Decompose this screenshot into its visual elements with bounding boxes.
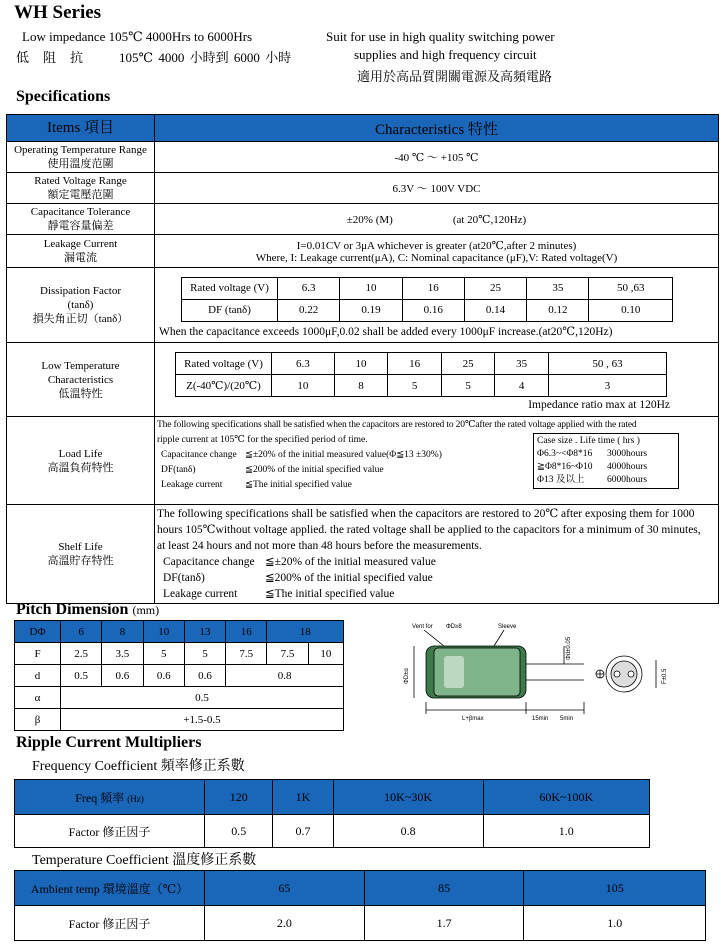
lt-voltage: 35 (495, 353, 549, 375)
df-cell: 0.10 (589, 299, 673, 321)
pitch-heading: Pitch Dimension (mm) (16, 601, 160, 618)
d-cell: 0.5 (61, 665, 102, 687)
freq-factor: 0.5 (205, 815, 273, 848)
pitch-table (14, 620, 344, 731)
freq-factor: 1.0 (483, 815, 649, 848)
leakage-value: I=0.01CV or 3μA whichever is greater (at20℃,after 2 minutes) Where, I: Leakage current(μA), C: Nominal capacitance (μF),V: Rated voltage(V) (155, 235, 719, 268)
lt-cell: 8 (334, 375, 388, 397)
lt-voltage: 25 (441, 353, 495, 375)
diam-header: 16 (226, 621, 267, 643)
length-label: L+βmax (462, 716, 484, 722)
f-cell: 3.5 (102, 643, 143, 665)
df-value-label: DF (tanδ) (182, 299, 278, 321)
df-cell: 0.12 (527, 299, 589, 321)
beta-label: β (15, 709, 61, 731)
beta-value: +1.5-0.5 (61, 709, 344, 731)
df-voltage-label: Rated voltage (V) (182, 277, 278, 299)
subtitle-zh-rest: 105℃ 4000 小時到 6000 小時 (119, 50, 292, 65)
freq-label: Freq 頻率 (Hz) (15, 780, 205, 815)
lt-cell: 5 (441, 375, 495, 397)
lt-voltage: 16 (388, 353, 442, 375)
diam-header: 8 (102, 621, 143, 643)
temp-factor: 2.0 (205, 906, 365, 941)
rated-voltage-value: 6.3V ～ 100V VDC (155, 173, 719, 204)
temp-factor: 1.7 (364, 906, 524, 941)
f-cell: 7.5 (226, 643, 267, 665)
lt-cell: 3 (548, 375, 666, 397)
lowtemp-value (155, 343, 719, 417)
specifications-heading: Specifications (16, 88, 111, 105)
lowtemp-note: Impedance ratio max at 120Hz (528, 399, 670, 411)
df-voltage: 25 (464, 277, 526, 299)
df-cell: 0.19 (340, 299, 402, 321)
temp-header: 65 (205, 871, 365, 906)
d-cell: 0.8 (226, 665, 344, 687)
d-label: d (15, 665, 61, 687)
col-items: Items 項目 (7, 115, 155, 142)
diam-header: 13 (184, 621, 225, 643)
df-voltage: 10 (340, 277, 402, 299)
capacitor-dimension-drawing (384, 616, 684, 728)
subtitle-zh-char: 低 (16, 50, 30, 65)
freq-header: 120 (205, 780, 273, 815)
leakage-label: Leakage Current 漏電流 (7, 235, 155, 268)
d-cell: 0.6 (102, 665, 143, 687)
df-value (155, 268, 719, 343)
cap-tolerance-label: Capacitance Tolerance 靜電容量偏差 (7, 204, 155, 235)
lt-voltage-label: Rated voltage (V) (176, 353, 272, 375)
df-table (181, 277, 673, 322)
temp-header: 85 (364, 871, 524, 906)
op-temp-label: Operating Temperature Range 使用溫度范圍 (7, 142, 155, 173)
suit-line-3: 適用於高品質開關電源及高頻電路 (357, 69, 553, 84)
cap-tolerance-value: ±20% (M) (at 20℃,120Hz) (155, 204, 719, 235)
series-title: WH Series (14, 2, 102, 23)
load-life-label: Load Life 高溫負荷特性 (7, 417, 155, 505)
freq-coef-title: Frequency Coefficient 頻率修正系數 (32, 759, 245, 774)
rated-voltage-label: Rated Voltage Range 額定電壓范圍 (7, 173, 155, 204)
lt-voltage: 50 , 63 (548, 353, 666, 375)
alpha-value: 0.5 (61, 687, 344, 709)
temp-label: Ambient temp 環境溫度（℃） (15, 871, 205, 906)
lt-ratio-label: Z(-40℃)/(20℃) (176, 375, 272, 397)
subtitle-en: Low impedance 105℃ 4000Hrs to 6000Hrs (22, 29, 253, 44)
diam-header: 18 (267, 621, 344, 643)
op-temp-value: -40 ℃ ～ +105 ℃ (155, 142, 719, 173)
lowtemp-table (175, 352, 667, 397)
df-voltage: 16 (402, 277, 464, 299)
diam-header: 10 (143, 621, 184, 643)
f-cell: 5 (143, 643, 184, 665)
df-cell: 0.14 (464, 299, 526, 321)
df-voltage: 35 (527, 277, 589, 299)
d-cell: 0.6 (184, 665, 225, 687)
subtitle-zh-char: 阻 (43, 50, 57, 65)
load-line-1: The following specifications shall be satisfied when the capacitors are restored to 20℃after the rated voltage applied with the rated (157, 420, 637, 430)
case-size-box: Case size . Life time ( hrs ) Φ6.3~<Φ8*16 3000hours ≧Φ8*16~Φ10 4000hours Φ13 及以上 6000hours (533, 433, 679, 489)
suit-line-2: supplies and high frequency circuit (354, 47, 537, 62)
lt-voltage: 6.3 (272, 353, 335, 375)
subtitle-zh-char: 抗 (70, 50, 84, 65)
df-voltage: 6.3 (278, 277, 340, 299)
phi-label: ΦD≥8 (446, 624, 462, 630)
load-life-value: The following specifications shall be satisfied when the capacitors are restored to 20℃after the rated voltage applied with the rated ripple current at 105℃ for the specified period of time. Capacitance change ≦±20% of the initial measured value(Φ≦13 ±30%) DF(tanδ) ≦200% of the initial specified value Leakage current ≦The initial specified value Case size . Life time ( hrs ) Φ6.3~<Φ8*16 3000hours ≧Φ8*16~Φ10 4000hours Φ13 及以上 6000hours (155, 417, 719, 505)
temp-table (14, 870, 706, 941)
temp-coef-title: Temperature Coefficient 溫度修正系數 (32, 853, 257, 868)
dd-label: Φd±0.05 (566, 636, 572, 660)
df-label: Dissipation Factor (tanδ) 損失角正切（tanδ） (7, 268, 155, 343)
specifications-table (6, 114, 719, 604)
freq-factor: 0.7 (273, 815, 333, 848)
df-voltage: 50 ,63 (589, 277, 673, 299)
suit-line-1: Suit for use in high quality switching power (326, 29, 555, 44)
freq-header: 10K~30K (333, 780, 483, 815)
shelf-life-value: The following specifications shall be satisfied when the capacitors are restored to 20℃ after exposing them for 1000 hours 105℃without voltage applied. the rated voltage shall be applied to the capacitors for a minimum of 30 minutes, at least 24 hours and not more than 48 hours before the measurements. Capacitance change ≦±20% of the initial measured value DF(tanδ) ≦200% of the initial specified value Leakage current ≦The initial specified value (155, 505, 719, 604)
d-cell: 0.6 (143, 665, 184, 687)
alpha-label: α (15, 687, 61, 709)
lt-cell: 10 (272, 375, 335, 397)
df-cell: 0.16 (402, 299, 464, 321)
ripple-heading: Ripple Current Multipliers (16, 734, 202, 751)
f-cell: 10 (308, 643, 343, 665)
f-cell: 7.5 (267, 643, 308, 665)
f-label: F (15, 643, 61, 665)
freq-factor: 0.8 (333, 815, 483, 848)
lowtemp-label: Low Temperature Characteristics 低溫特性 (7, 343, 155, 417)
lt-cell: 4 (495, 375, 549, 397)
min5-label: 5min (560, 716, 574, 722)
lt-voltage: 10 (334, 353, 388, 375)
freq-factor-label: Factor 修正因子 (15, 815, 205, 848)
dphi-header: DΦ (15, 621, 61, 643)
diam-header: 6 (61, 621, 102, 643)
freq-header: 60K~100K (483, 780, 649, 815)
temp-header: 105 (524, 871, 706, 906)
sleeve-label: Sleeve (498, 624, 517, 630)
temp-factor: 1.0 (524, 906, 706, 941)
temp-factor-label: Factor 修正因子 (15, 906, 205, 941)
col-characteristics: Characteristics 特性 (155, 115, 719, 142)
min15-label: 15min (532, 716, 549, 722)
shelf-life-label: Shelf Life 高溫貯存特性 (7, 505, 155, 604)
vent-label: Vent for (412, 624, 433, 630)
freq-header: 1K (273, 780, 333, 815)
df-cell: 0.22 (278, 299, 340, 321)
f-cell: 5 (184, 643, 225, 665)
df-note: When the capacitance exceeds 1000μF,0.02 shall be added every 1000μF increase.(at20℃,120Hz) (159, 325, 613, 338)
subtitle-zh (16, 47, 291, 66)
od-label: ΦD±α (404, 668, 410, 684)
freq-table (14, 779, 650, 848)
f-dim-label: F±0.5 (662, 668, 668, 684)
lt-cell: 5 (388, 375, 442, 397)
f-cell: 2.5 (61, 643, 102, 665)
load-line-2: ripple current at 105℃ for the specified period of time. (157, 435, 368, 445)
